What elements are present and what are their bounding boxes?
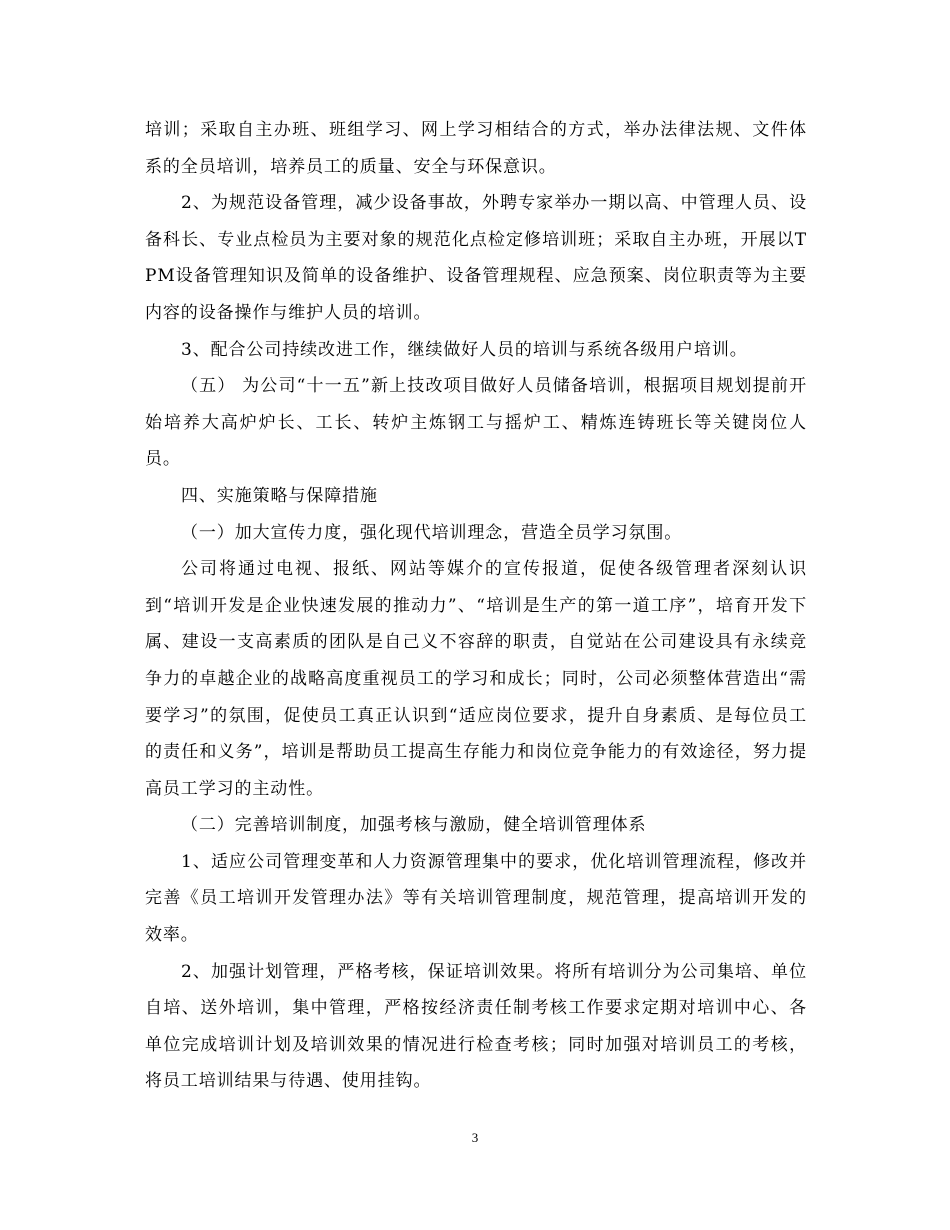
paragraph-4: （五） 为公司“十一五”新上技改项目做好人员储备培训，根据项目规划提前开始培养大高炉炉长、工长、转炉主炼钢工与摇炉工、精炼连铸班长等关键岗位人员。 — [145, 376, 807, 470]
paragraph-7: 公司将通过电视、报纸、网站等媒介的宣传报道，促使各级管理者深刻认识到“培训开发是企业快速发展的推动力”、“培训是生产的第一道工序”，培育开发下属、建设一支高素质的团队是自己义不容辞的职责，自觉站在公司建设具有永续竞争力的卓越企业的战略高度重视员工的学习和成长；同时，公司必须整体营造出“需要学习”的氛围，促使员工真正认识到“适应岗位要求，提升自身素质、是每位员工的责任和义务”，培训是帮助员工提高生存能力和岗位竞争能力的有效途径，努力提高员工学习的主动性。 — [145, 559, 807, 799]
subsection-heading-1: （一）加大宣传力度，强化现代培训理念，营造全员学习氛围。 — [181, 522, 683, 543]
section-heading-4: 四、实施策略与保障措施 — [181, 485, 378, 506]
paragraph-10: 2、加强计划管理，严格考核，保证培训效果。将所有培训分为公司集培、单位自培、送外培训，集中管理，严格按经济责任制考核工作要求定期对培训中心、各单位完成培训计划及培训效果的情况进行检查考核；同时加强对培训员工的考核，将员工培训结果与待遇、使用挂钩。 — [145, 961, 807, 1092]
paragraph-9: 1、适应公司管理变革和人力资源管理集中的要求，优化培训管理流程，修改并完善《员工培训开发管理办法》等有关培训管理制度，规范管理，提高培训开发的效率。 — [145, 851, 807, 946]
document-body — [145, 112, 807, 1100]
subsection-heading-2: （二）完善培训制度，加强考核与激励，健全培训管理体系 — [181, 815, 647, 836]
paragraph-2: 2、为规范设备管理，减少设备事故，外聘专家举办一期以高、中管理人员、设备科长、专业点检员为主要对象的规范化点检定修培训班；采取自主办班，开展以TPM设备管理知识及简单的设备维护、设备管理规程、应急预案、岗位职责等为主要内容的设备操作与维护人员的培训。 — [145, 193, 807, 323]
paragraph-1: 培训；采取自主办班、班组学习、网上学习相结合的方式，举办法律法规、文件体系的全员培训，培养员工的质量、安全与环保意识。 — [145, 120, 807, 177]
paragraph-3: 3、配合公司持续改进工作，继续做好人员的培训与系统各级用户培训。 — [181, 339, 748, 360]
page-number: 3 — [471, 1130, 479, 1145]
